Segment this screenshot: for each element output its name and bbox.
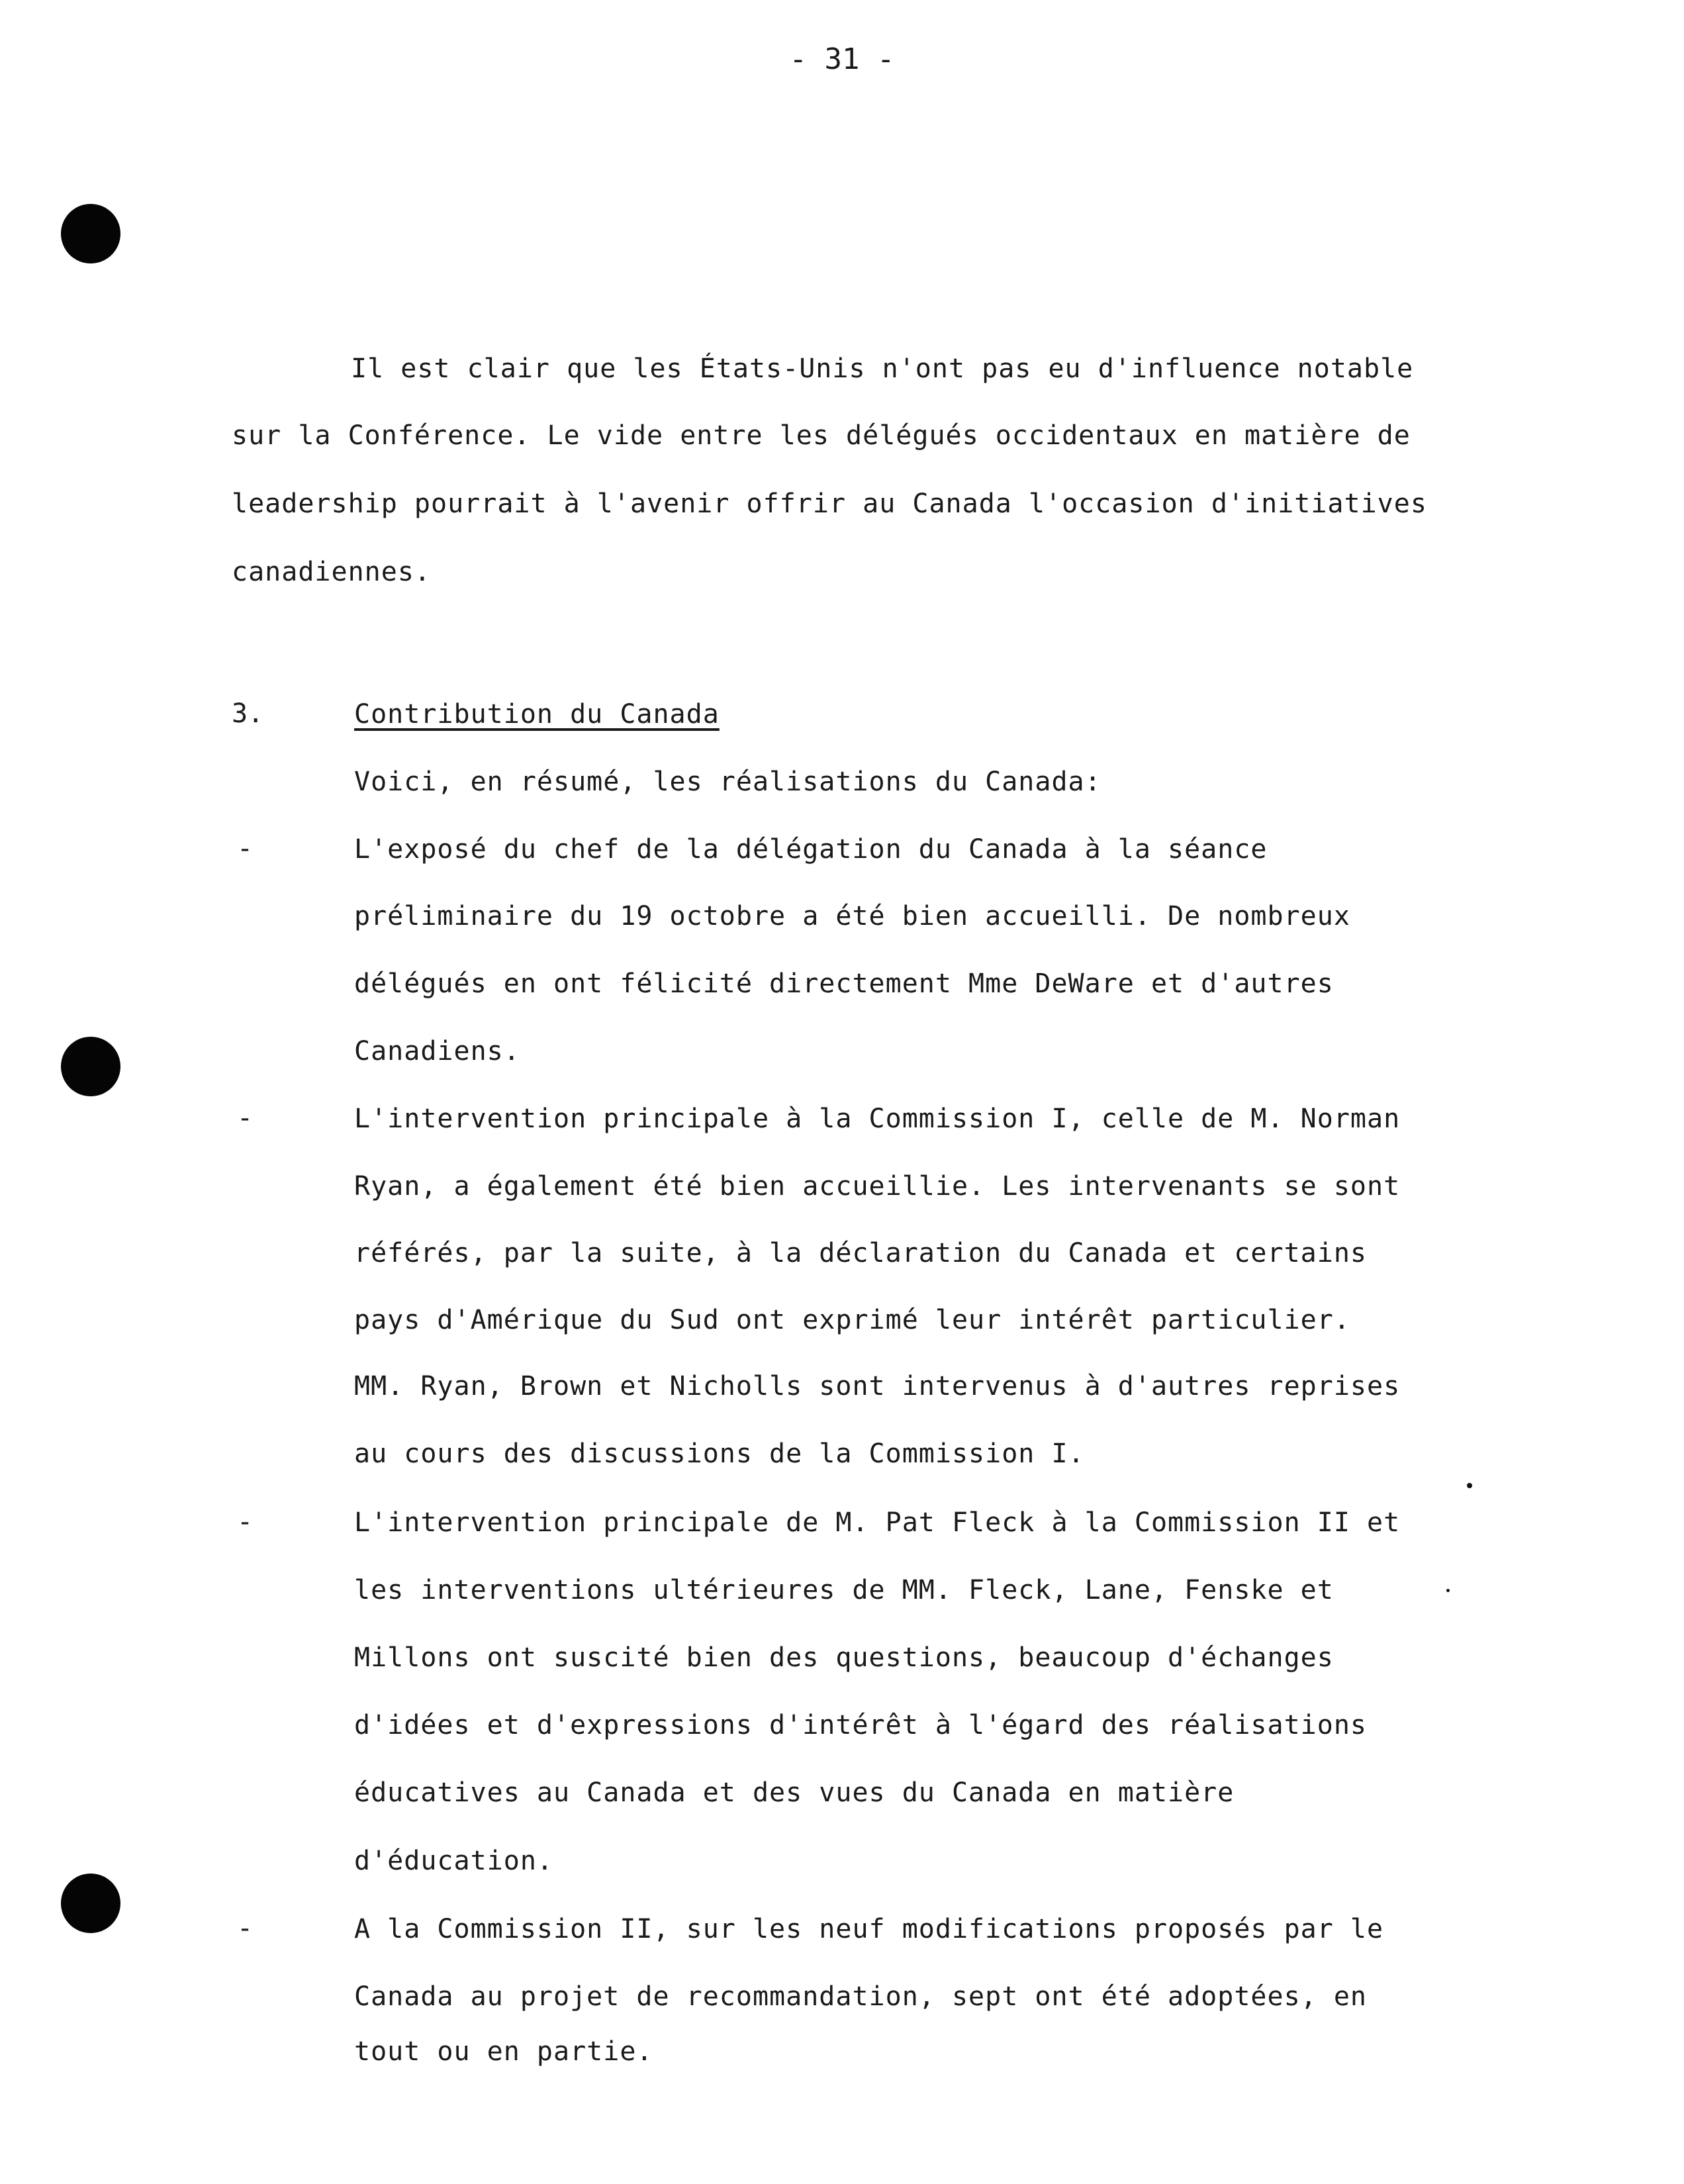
item-line: Canadiens. [354,1036,520,1067]
item-line: pays d'Amérique du Sud ont exprimé leur intérêt particulier. [354,1305,1350,1335]
section-number: 3. [232,698,264,729]
item-line: Canada au projet de recommandation, sept ont été adoptées, en [354,1981,1368,2012]
paragraph-line: canadiennes. [232,557,431,587]
paragraph-line: Il est clair que les États-Unis n'ont pas eu d'influence notable [351,354,1414,384]
item-line: tout ou en partie. [354,2036,653,2067]
item-line: d'éducation. [354,1846,553,1876]
item-line: L'exposé du chef de la délégation du Canada à la séance [354,834,1268,865]
item-line: éducatives au Canada et des vues du Canada en matière [354,1778,1235,1808]
item-line: A la Commission II, sur les neuf modifications proposés par le [354,1914,1384,1944]
punch-hole [61,204,120,263]
item-line: délégués en ont félicité directement Mme DeWare et d'autres [354,969,1334,999]
scan-speck [1446,1589,1450,1592]
item-line: d'idées et d'expressions d'intérêt à l'égard des réalisations [354,1710,1368,1740]
paragraph-line: sur la Conférence. Le vide entre les délégués occidentaux en matière de [232,420,1411,451]
item-line: MM. Ryan, Brown et Nicholls sont intervenus à d'autres reprises [354,1371,1401,1401]
bullet-dash: - [237,1913,254,1944]
item-line: Millons ont suscité bien des questions, beaucoup d'échanges [354,1642,1334,1673]
item-line: référés, par la suite, à la déclaration du Canada et certains [354,1238,1368,1268]
section-heading: Contribution du Canada [354,699,720,730]
punch-hole [61,1037,120,1096]
bullet-dash: - [237,1507,254,1537]
punch-hole [61,1874,120,1933]
item-line: au cours des discussions de la Commission I. [354,1439,1085,1469]
page-number: - 31 - [789,42,895,76]
bullet-dash: - [237,833,254,864]
item-line: L'intervention principale à la Commission I, celle de M. Norman [354,1104,1401,1134]
scan-speck [1467,1483,1472,1488]
item-line: les interventions ultérieures de MM. Fleck, Lane, Fenske et [354,1575,1334,1605]
paragraph-line: leadership pourrait à l'avenir offrir au Canada l'occasion d'initiatives [232,489,1427,519]
item-line: préliminaire du 19 octobre a été bien accueilli. De nombreux [354,901,1350,931]
section-intro: Voici, en résumé, les réalisations du Canada: [354,767,1101,797]
item-line: Ryan, a également été bien accueillie. Les intervenants se sont [354,1171,1401,1202]
item-line: L'intervention principale de M. Pat Fleck à la Commission II et [354,1507,1401,1538]
bullet-dash: - [237,1103,254,1133]
